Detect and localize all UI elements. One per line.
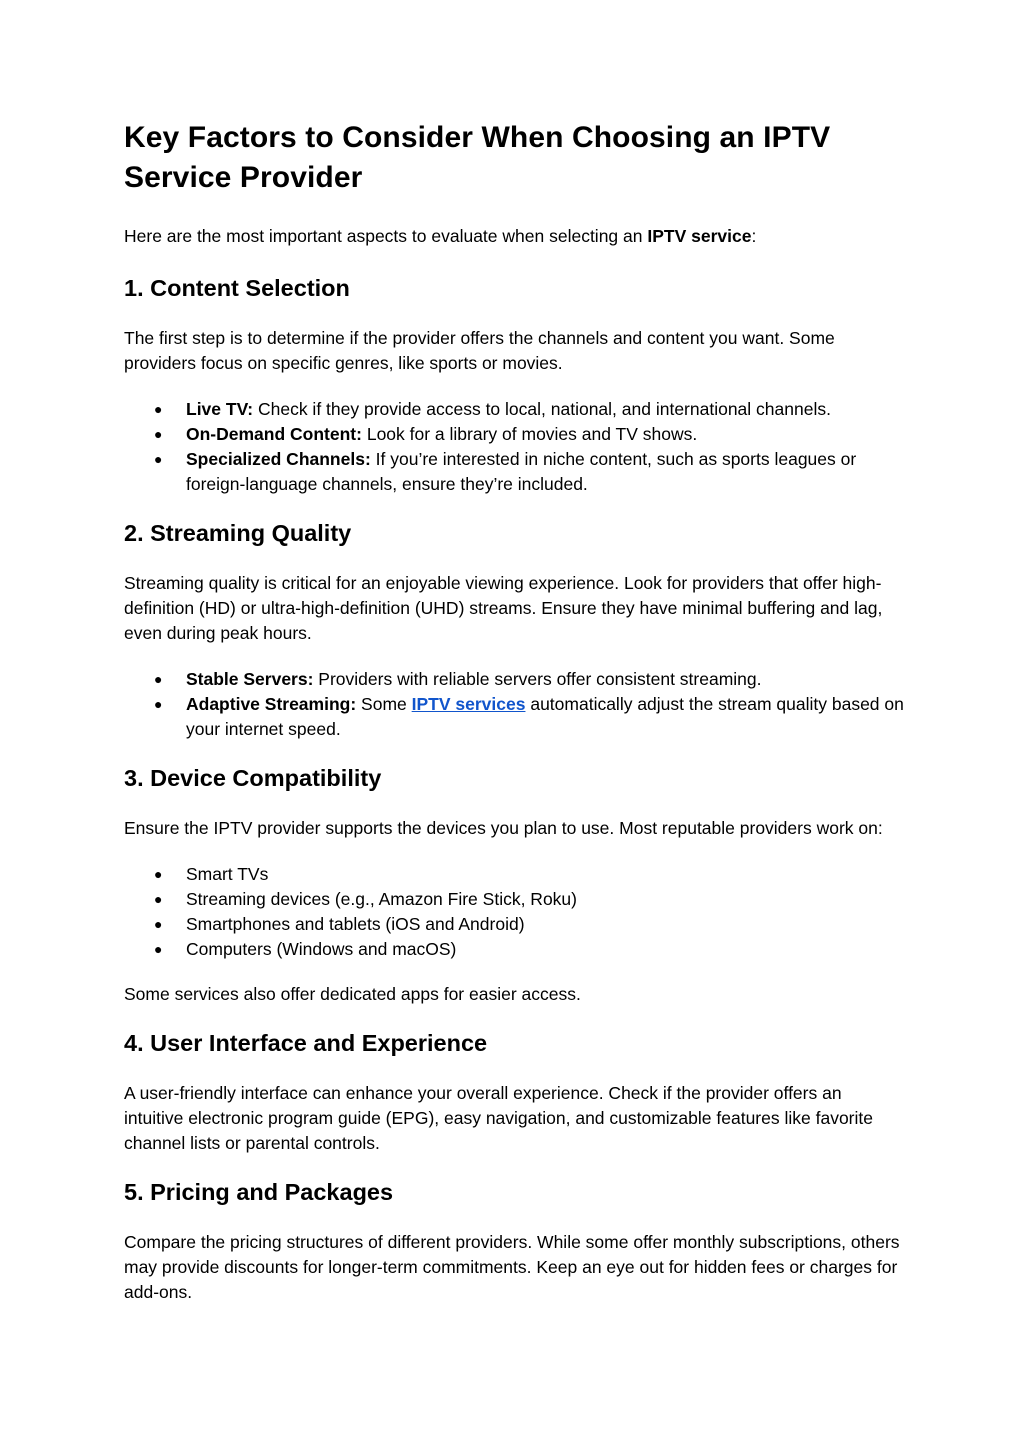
bullet-list [124,862,904,962]
bullet-icon: ● [154,671,163,687]
list-item-text: Streaming devices (e.g., Amazon Fire Stick, Roku) [186,889,577,909]
list-item-text: If you’re interested in niche content, such as sports leagues or foreign-language channels, ensure they’re included. [186,449,857,494]
list-item [124,862,904,887]
section-heading-pricing: 5. Pricing and Packages [124,1179,394,1205]
list-item [124,397,904,422]
list-item [124,422,904,447]
section-heading-device-compatibility: 3. Device Compatibility [124,765,382,791]
section-paragraph: Ensure the IPTV provider supports the devices you plan to use. Most reputable providers work on: [124,818,883,838]
bullet-icon: ● [154,696,163,712]
section-paragraph: The first step is to determine if the provider offers the channels and content you want. Some providers focus on specific genres, like sports or movies. [124,328,835,373]
section-heading-user-interface: 4. User Interface and Experience [124,1030,488,1056]
list-item [124,667,904,692]
intro-text-end: : [751,226,757,246]
list-item-label: Specialized Channels: [186,449,371,469]
list-item-text: Some [356,694,412,714]
list-item-label: Adaptive Streaming: [186,694,357,714]
list-item [124,447,904,497]
bullet-icon: ● [154,916,163,932]
bullet-icon: ● [154,941,163,957]
list-item [124,937,904,962]
list-item-text: automatically adjust the stream quality based on your internet speed. [186,694,904,739]
intro-paragraph [124,224,904,249]
bullet-list [124,667,904,742]
bullet-icon: ● [154,401,163,417]
document-page [124,118,904,1305]
bullet-icon: ● [154,451,163,467]
intro-text: Here are the most important aspects to evaluate when selecting an [124,226,648,246]
iptv-services-link[interactable]: IPTV services [411,694,526,714]
section-heading-streaming-quality: 2. Streaming Quality [124,520,352,546]
section-paragraph: Some services also offer dedicated apps for easier access. [124,984,581,1004]
list-item-text: Look for a library of movies and TV shows. [361,424,698,444]
list-item-text: Smartphones and tablets (iOS and Android) [186,914,525,934]
section-paragraph: A user-friendly interface can enhance your overall experience. Check if the provider offers an intuitive electronic program guide (EPG), easy navigation, and customizable features like favorite channel lists or parental controls. [124,1083,873,1153]
list-item [124,887,904,912]
list-item [124,692,904,742]
section-heading-content-selection: 1. Content Selection [124,275,350,301]
list-item-label: Stable Servers: [186,669,314,689]
list-item [124,912,904,937]
section-paragraph: Streaming quality is critical for an enjoyable viewing experience. Look for providers that offer high-definition (HD) or ultra-high-definition (UHD) streams. Ensure they have minimal buffering and lag, even during peak hours. [124,573,883,643]
intro-bold-term: IPTV service [647,226,752,246]
bullet-icon: ● [154,891,163,907]
bullet-icon: ● [154,426,163,442]
section-paragraph: Compare the pricing structures of different providers. While some offer monthly subscriptions, others may provide discounts for longer-term commitments. Keep an eye out for hidden fees or charges for add-ons. [124,1232,900,1302]
bullet-list [124,397,904,497]
bullet-icon: ● [154,866,163,882]
list-item-text: Providers with reliable servers offer consistent streaming. [313,669,762,689]
list-item-text: Smart TVs [186,864,269,884]
list-item-label: Live TV: [186,399,254,419]
list-item-text: Computers (Windows and macOS) [186,939,457,959]
list-item-text: Check if they provide access to local, national, and international channels. [253,399,831,419]
page-title: Key Factors to Consider When Choosing an IPTV Service Provider [124,121,831,194]
list-item-label: On-Demand Content: [186,424,362,444]
